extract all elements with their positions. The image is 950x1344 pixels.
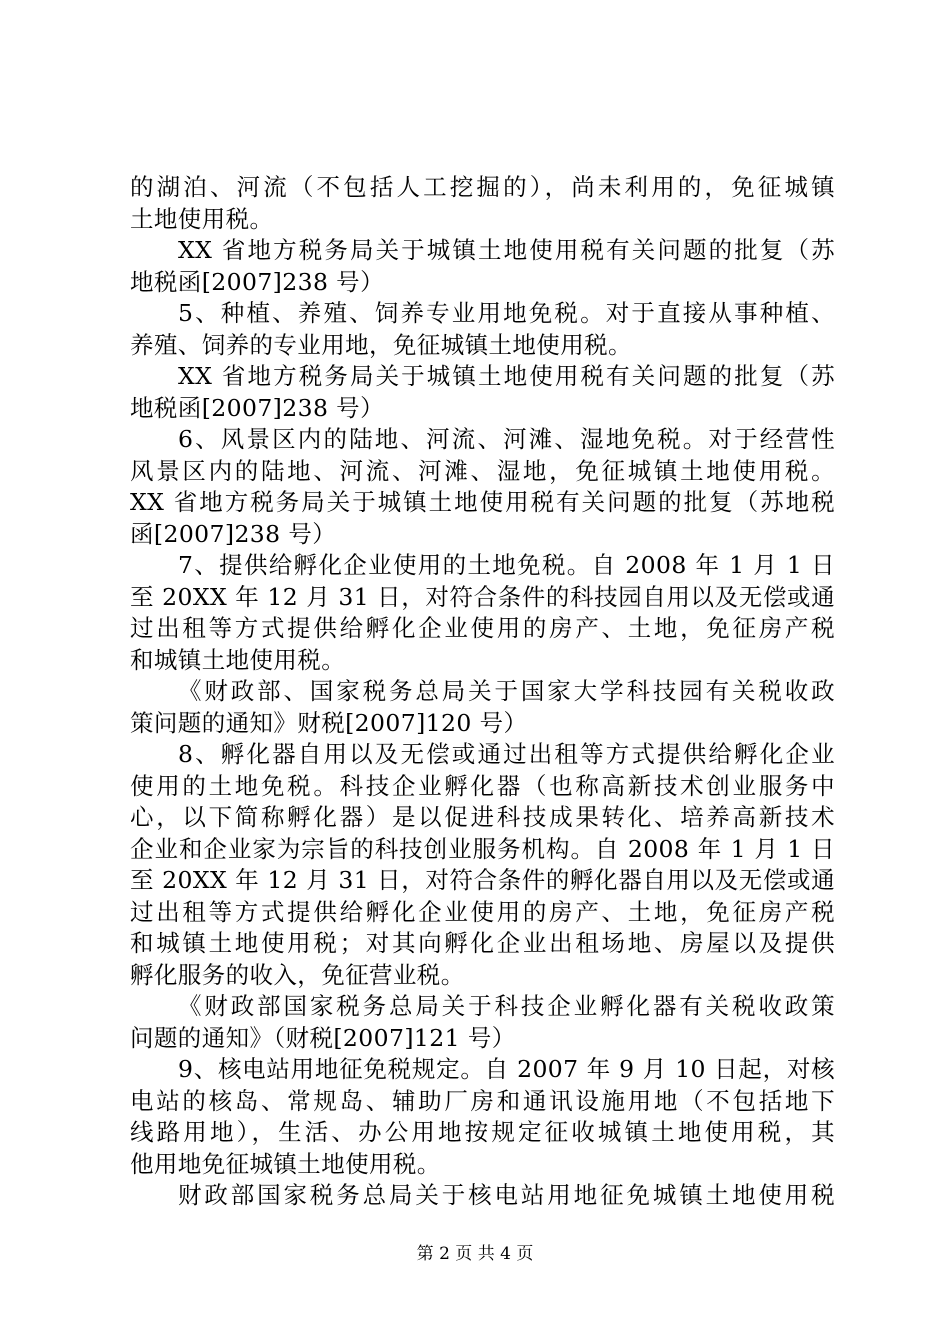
text-line: XX 省地方税务局关于城镇土地使用税有关问题的批复（苏 [178, 236, 835, 264]
text-line: 使用的土地免税。科技企业孵化器（也称高新技术创业服务中 [130, 771, 835, 800]
text-line: 9、核电站用地征免税规定。自 2007 年 9 月 10 日起，对核 [178, 1055, 835, 1083]
text-line: 地税函[2007]238 号） [130, 393, 384, 422]
text-line: 至 20XX 年 12 月 31 日，对符合条件的科技园自用以及无偿或通 [130, 582, 835, 611]
text-line: XX 省地方税务局关于城镇土地使用税有关问题的批复（苏地税 [130, 488, 835, 516]
text-line: 过出租等方式提供给孵化企业使用的房产、土地，免征房产税 [130, 897, 835, 926]
text-line: 《财政部国家税务总局关于科技企业孵化器有关税收政策 [178, 992, 835, 1020]
text-line: 他用地免征城镇土地使用税。 [130, 1149, 441, 1178]
text-line: 5、种植、养殖、饲养专业用地免税。对于直接从事种植、 [178, 299, 835, 327]
document-body [130, 172, 835, 1212]
text-line: XX 省地方税务局关于城镇土地使用税有关问题的批复（苏 [178, 362, 835, 390]
text-line: 企业和企业家为宗旨的科技创业服务机构。自 2008 年 1 月 1 日 [130, 834, 835, 863]
page-footer: 第 2 页 共 4 页 [416, 1244, 534, 1264]
text-line: 养殖、饲养的专业用地，免征城镇土地使用税。 [130, 330, 632, 359]
text-line: 策问题的通知》财税[2007]120 号） [130, 708, 528, 737]
text-line: 孵化服务的收入，免征营业税。 [130, 960, 465, 989]
text-line: 线路用地），生活、办公用地按规定征收城镇土地使用税，其 [130, 1118, 835, 1146]
text-line: 《财政部、国家税务总局关于国家大学科技园有关税收政 [178, 677, 835, 705]
text-line: 财政部国家税务总局关于核电站用地征免城镇土地使用税 [178, 1181, 835, 1209]
text-line: 和城镇土地使用税。 [130, 645, 346, 674]
text-line: 8、孵化器自用以及无偿或通过出租等方式提供给孵化企业 [178, 740, 835, 768]
text-line: 电站的核岛、常规岛、辅助厂房和通讯设施用地（不包括地下 [130, 1086, 835, 1115]
text-line: 7、提供给孵化企业使用的土地免税。自 2008 年 1 月 1 日 [178, 551, 835, 579]
text-line: 和城镇土地使用税；对其向孵化企业出租场地、房屋以及提供 [130, 929, 835, 957]
text-line: 过出租等方式提供给孵化企业使用的房产、土地，免征房产税 [130, 614, 835, 642]
text-line: 6、风景区内的陆地、河流、河滩、湿地免税。对于经营性 [178, 425, 835, 453]
text-line: 函[2007]238 号） [130, 519, 337, 548]
text-line: 的湖泊、河流（不包括人工挖掘的），尚未利用的，免征城镇 [130, 173, 835, 201]
text-line: 至 20XX 年 12 月 31 日，对符合条件的孵化器自用以及无偿或通 [130, 866, 835, 894]
text-line: 风景区内的陆地、河流、河滩、湿地，免征城镇土地使用税。 [130, 456, 835, 485]
text-line: 问题的通知》（财税[2007]121 号） [130, 1023, 516, 1052]
text-line: 心，以下简称孵化器）是以促进科技成果转化、培养高新技术 [130, 803, 835, 831]
text-line: 地税函[2007]238 号） [130, 267, 384, 296]
text-line: 土地使用税。 [130, 204, 274, 233]
